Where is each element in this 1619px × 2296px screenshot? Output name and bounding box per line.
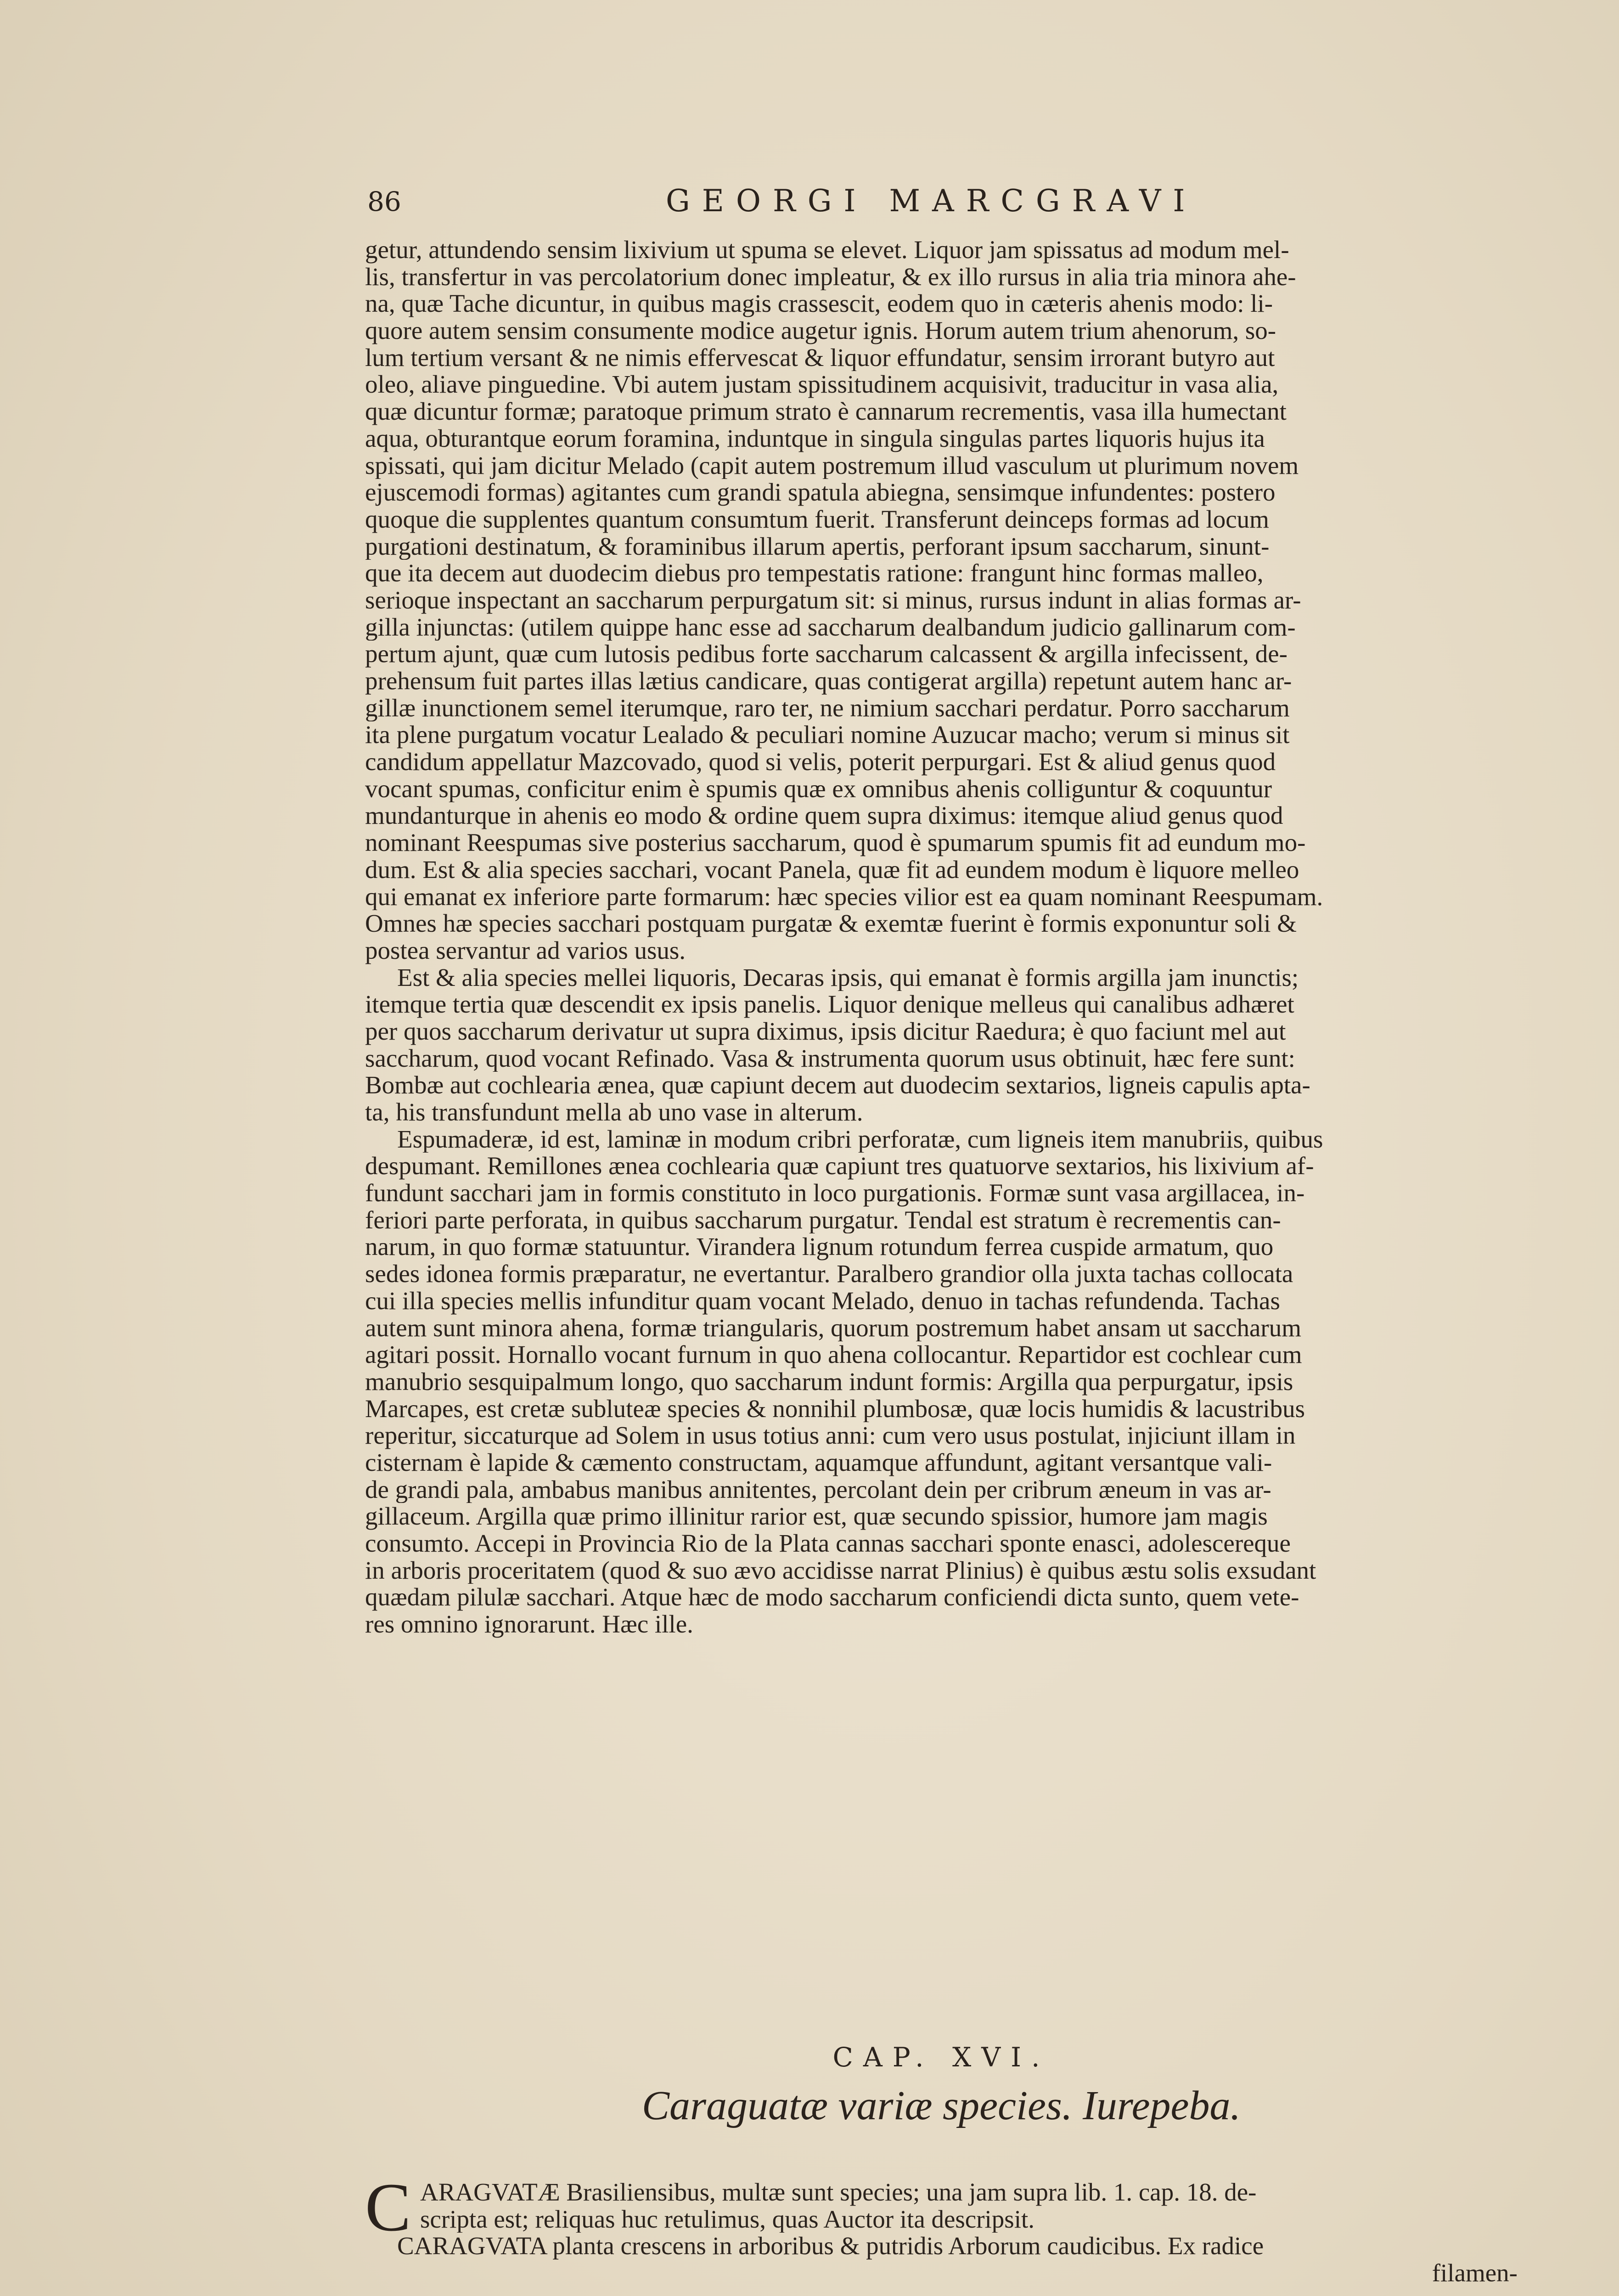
text-line: saccharum, quod vocant Refinado. Vasa & instrumenta quorum usus obtinuit, hæc fere sunt: bbox=[365, 1045, 1295, 1072]
text-line: pertum ajunt, quæ cum lutosis pedibus forte saccharum calcassent & argilla infecissent, de- bbox=[365, 641, 1287, 668]
text-line: reperitur, siccaturque ad Solem in usus totius anni: cum vero usus postulat, injiciunt illam in bbox=[365, 1422, 1296, 1449]
text-line: gillæ inunctionem semel iterumque, raro ter, ne nimium sacchari perdatur. Porro saccharum bbox=[365, 694, 1290, 722]
text-line: gilla injunctas: (utilem quippe hanc esse ad saccharum dealbandum judicio gallinarum com- bbox=[365, 613, 1296, 641]
text-line: purgationi destinatum, & foraminibus illarum apertis, perforant ipsum saccharum, sinunt- bbox=[365, 533, 1270, 560]
text-line: Espumaderæ, id est, laminæ in modum cribri perforatæ, cum ligneis item manubriis, quibus bbox=[397, 1125, 1323, 1153]
text-line: aqua, obturantque eorum foramina, induntque in singula singulas partes liquoris hujus ita bbox=[365, 425, 1265, 452]
text-line: agitari possit. Hornallo vocant furnum in quo ahena collocantur. Repartidor est cochlear cum bbox=[365, 1341, 1302, 1368]
text-line: ejuscemodi formas) agitantes cum grandi spatula abiegna, sensimque infundentes: postero bbox=[365, 479, 1276, 506]
text-line: sedes idonea formis præparatur, ne evertantur. Paralbero grandior olla juxta tachas collocata bbox=[365, 1261, 1293, 1288]
text-line: postea servantur ad varios usus. bbox=[365, 937, 686, 964]
chapter-title: Caraguatæ variæ species. Iurepeba. bbox=[641, 2083, 1241, 2128]
text-line: quore autem sensim consumente modice augetur ignis. Horum autem trium ahenorum, so- bbox=[365, 317, 1276, 344]
text-line: na, quæ Tache dicuntur, in quibus magis crassescit, eodem quo in cæteris ahenis modo: li- bbox=[365, 290, 1273, 318]
opening-line-3: CARAGVATA planta crescens in arboribus & putridis Arborum caudicibus. Ex radice bbox=[397, 2233, 1264, 2260]
page-header bbox=[367, 183, 1497, 236]
text-line: gillaceum. Argilla quæ primo illinitur rarior est, quæ secundo spissior, humore jam magis bbox=[365, 1503, 1268, 1530]
text-line: consumto. Accepi in Provincia Rio de la Plata cannas sacchari sponte enasci, adolescereque bbox=[365, 1530, 1291, 1557]
text-line: narum, in quo formæ statuuntur. Virandera lignum rotundum ferrea cuspide armatum, quo bbox=[365, 1233, 1274, 1261]
body-text bbox=[365, 236, 1518, 1638]
opening-line-1: ARAGVATÆ Brasiliensibus, multæ sunt species; una jam supra lib. 1. cap. 18. de- bbox=[420, 2179, 1257, 2206]
catchword: filamen- bbox=[1432, 2260, 1518, 2287]
text-line: itemque tertia quæ descendit ex ipsis panelis. Liquor denique melleus qui canalibus adhæret bbox=[365, 991, 1294, 1018]
text-line: res omnino ignorarunt. Hæc ille. bbox=[365, 1611, 693, 1638]
text-line: Omnes hæ species sacchari postquam purgatæ & exemtæ fuerint è formis exponuntur soli & bbox=[365, 910, 1297, 937]
text-line: getur, attundendo sensim lixivium ut spuma se elevet. Liquor jam spissatus ad modum mel- bbox=[365, 236, 1289, 264]
drop-cap: C bbox=[365, 2169, 411, 2245]
chapter-opening bbox=[365, 2169, 1518, 2287]
text-line: fundunt sacchari jam in formis constituto in loco purgationis. Formæ sunt vasa argillacea, in- bbox=[365, 1180, 1305, 1207]
text-line: dum. Est & alia species sacchari, vocant Panela, quæ fit ad eundem modum è liquore melleo bbox=[365, 856, 1299, 884]
text-line: Est & alia species mellei liquoris, Decaras ipsis, qui emanat è formis argilla jam inunctis; bbox=[397, 964, 1299, 991]
text-line: de grandi pala, ambabus manibus annitentes, percolant dein per cribrum æneum in vas ar- bbox=[365, 1476, 1271, 1503]
text-line: nominant Reespumas sive posterius saccharum, quod è spumarum spumis fit ad eundum mo- bbox=[365, 829, 1306, 856]
text-line: vocant spumas, conficitur enim è spumis quæ ex omnibus ahenis colliguntur & coquuntur bbox=[365, 775, 1272, 803]
text-line: lis, transfertur in vas percolatorium donec impleatur, & ex illo rursus in alia tria minora ahe- bbox=[365, 263, 1296, 291]
text-line: que ita decem aut duodecim diebus pro tempestatis ratione: frangunt hinc formas malleo, bbox=[365, 560, 1264, 587]
text-line: manubrio sesquipalmum longo, quo saccharum indunt formis: Argilla qua perpurgatur, ipsis bbox=[365, 1368, 1293, 1396]
chapter-number: CAP. XVI. bbox=[832, 2042, 1050, 2073]
page-number: 86 bbox=[367, 186, 401, 217]
text-line: prehensum fuit partes illas lætius candicare, quas contigerat argilla) repetunt autem hanc ar- bbox=[365, 668, 1292, 695]
chapter-heading bbox=[365, 2039, 1518, 2133]
opening-line-2: scripta est; reliquas huc retulimus, quas Auctor ita descripsit. bbox=[420, 2206, 1035, 2233]
text-line: autem sunt minora ahena, formæ triangularis, quorum postremum habet ansam ut saccharum bbox=[365, 1314, 1302, 1342]
text-line: lum tertium versant & ne nimis effervescat & liquor effundatur, sensim irrorant butyro aut bbox=[365, 344, 1275, 371]
text-line: feriori parte perforata, in quibus saccharum purgatur. Tendal est stratum è recrementis can- bbox=[365, 1206, 1281, 1234]
text-line: despumant. Remillones ænea cochlearia quæ capiunt tres quatuorve sextarios, his lixivium af- bbox=[365, 1153, 1314, 1180]
text-line: mundanturque in ahenis eo modo & ordine quem supra diximus: itemque aliud genus quod bbox=[365, 802, 1283, 830]
text-line: qui emanat ex inferiore parte formarum: hæc species vilior est ea quam nominant Reespumam. bbox=[365, 883, 1323, 911]
text-line: candidum appellatur Mazcovado, quod si velis, poterit perpurgari. Est & aliud genus quod bbox=[365, 748, 1276, 776]
text-line: ita plene purgatum vocatur Lealado & peculiari nomine Auzucar macho; verum si minus sit bbox=[365, 721, 1290, 749]
text-line: serioque inspectant an saccharum perpurgatum sit: si minus, rursus indunt in alias formas ar- bbox=[365, 586, 1301, 614]
text-line: cisternam è lapide & cæmento constructam, aquamque affundunt, agitant versantque vali- bbox=[365, 1449, 1272, 1476]
text-line: Marcapes, est cretæ subluteæ species & nonnihil plumbosæ, quæ locis humidis & lacustribus bbox=[365, 1395, 1305, 1423]
text-line: quædam pilulæ sacchari. Atque hæc de modo saccharum conficiendi dicta sunto, quem vete- bbox=[365, 1584, 1299, 1611]
running-title: GEORGI MARCGRAVI bbox=[666, 183, 1197, 219]
text-line: spissati, qui jam dicitur Melado (capit autem postremum illud vasculum ut plurimum novem bbox=[365, 452, 1299, 479]
text-line: Bombæ aut cochlearia ænea, quæ capiunt decem aut duodecim sextarios, ligneis capulis apta- bbox=[365, 1072, 1310, 1099]
text-line: per quos saccharum derivatur ut supra diximus, ipsis dicitur Raedura; è quo faciunt mel aut bbox=[365, 1018, 1286, 1045]
text-line: in arboris proceritatem (quod & suo ævo accidisse narrat Plinius) è quibus æstu solis exsudant bbox=[365, 1557, 1316, 1584]
text-line: quoque die supplentes quantum consumtum fuerit. Transferunt deinceps formas ad locum bbox=[365, 506, 1269, 533]
text-line: cui illa species mellis infunditur quam vocant Melado, denuo in tachas refundenda. Tachas bbox=[365, 1287, 1280, 1315]
text-line: oleo, aliave pinguedine. Vbi autem justam spissitudinem acquisivit, traducitur in vasa alia, bbox=[365, 371, 1279, 399]
text-line: quæ dicuntur formæ; paratoque primum strato è cannarum recrementis, vasa illa humectant bbox=[365, 398, 1287, 425]
text-line: ta, his transfundunt mella ab uno vase in alterum. bbox=[365, 1099, 863, 1126]
